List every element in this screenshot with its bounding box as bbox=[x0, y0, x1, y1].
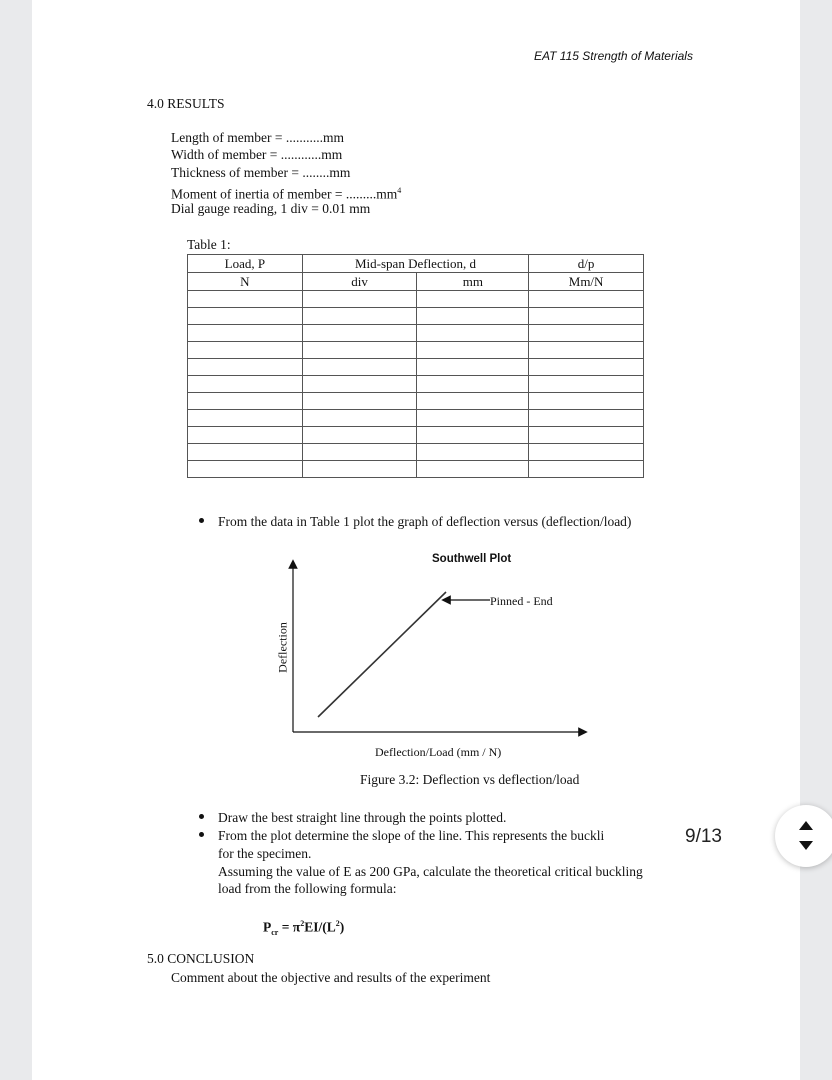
length-field: Length of member = ...........mm bbox=[171, 130, 344, 145]
plot-instruction: From the data in Table 1 plot the graph of deflection versus (deflection/load) bbox=[218, 514, 632, 529]
header-div: div bbox=[302, 273, 417, 291]
legend-pinned-end: Pinned - End bbox=[490, 594, 553, 608]
header-deflection: Mid-span Deflection, d bbox=[302, 255, 528, 273]
draw-line-instruction: Draw the best straight line through the points plotted. bbox=[218, 810, 507, 825]
table-row bbox=[188, 291, 644, 308]
header-ratio-unit: Mm/N bbox=[529, 273, 644, 291]
buckling-formula: $P_{cr} = \pi^2EI/(L^2)$ bbox=[263, 919, 345, 938]
table-row bbox=[188, 359, 644, 376]
dial-gauge-field: Dial gauge reading, 1 div = 0.01 mm bbox=[171, 201, 371, 216]
table-row bbox=[188, 325, 644, 342]
bullet-icon bbox=[199, 814, 204, 819]
chart-title: Southwell Plot bbox=[432, 553, 512, 565]
width-field: Width of member = ............mm bbox=[171, 147, 343, 162]
table-row bbox=[188, 461, 644, 478]
table-row bbox=[188, 427, 644, 444]
header-load: Load, P bbox=[188, 255, 303, 273]
table-row bbox=[188, 393, 644, 410]
conclusion-text: Comment about the objective and results of the experiment bbox=[171, 970, 491, 985]
chevron-down-icon[interactable] bbox=[799, 841, 813, 850]
results-heading: 4.0 RESULTS bbox=[147, 96, 225, 111]
header-load-unit: N bbox=[188, 273, 303, 291]
bullet-icon bbox=[199, 518, 204, 523]
page-indicator: 9/13 bbox=[685, 826, 722, 847]
header-mm: mm bbox=[417, 273, 529, 291]
table-row bbox=[188, 444, 644, 461]
document-page bbox=[32, 0, 800, 1080]
figure-caption: Figure 3.2: Deflection vs deflection/load bbox=[360, 772, 580, 787]
slope-instruction: From the plot determine the slope of the line. This represents the buckli bbox=[218, 828, 605, 843]
moment-of-inertia-field: Moment of inertia of member = $.........mm^4$ bbox=[171, 186, 402, 202]
conclusion-heading: 5.0 CONCLUSION bbox=[147, 951, 255, 966]
bullet-icon bbox=[199, 832, 204, 837]
table-caption: Table 1: bbox=[187, 237, 231, 252]
slope-instruction-cont: for the specimen. bbox=[218, 846, 312, 861]
page-nav-button[interactable] bbox=[775, 805, 832, 867]
results-table bbox=[187, 254, 644, 478]
header-ratio: d/p bbox=[529, 255, 644, 273]
assume-instruction: Assuming the value of E as 200 GPa, calculate the theoretical critical buckling bbox=[218, 864, 643, 879]
y-axis-label: Deflection bbox=[275, 622, 290, 673]
series-line-pinned-end bbox=[318, 592, 446, 717]
chevron-up-icon[interactable] bbox=[799, 821, 813, 830]
x-axis-label: Deflection/Load (mm / N) bbox=[375, 745, 502, 759]
table-row bbox=[188, 342, 644, 359]
course-header: EAT 115 Strength of Materials bbox=[534, 49, 693, 63]
table-row bbox=[188, 410, 644, 427]
thickness-field: Thickness of member = ........mm bbox=[171, 165, 351, 180]
table-row bbox=[188, 376, 644, 393]
southwell-chart bbox=[270, 550, 600, 745]
assume-instruction-cont: load from the following formula: bbox=[218, 881, 397, 896]
table-row bbox=[188, 308, 644, 325]
